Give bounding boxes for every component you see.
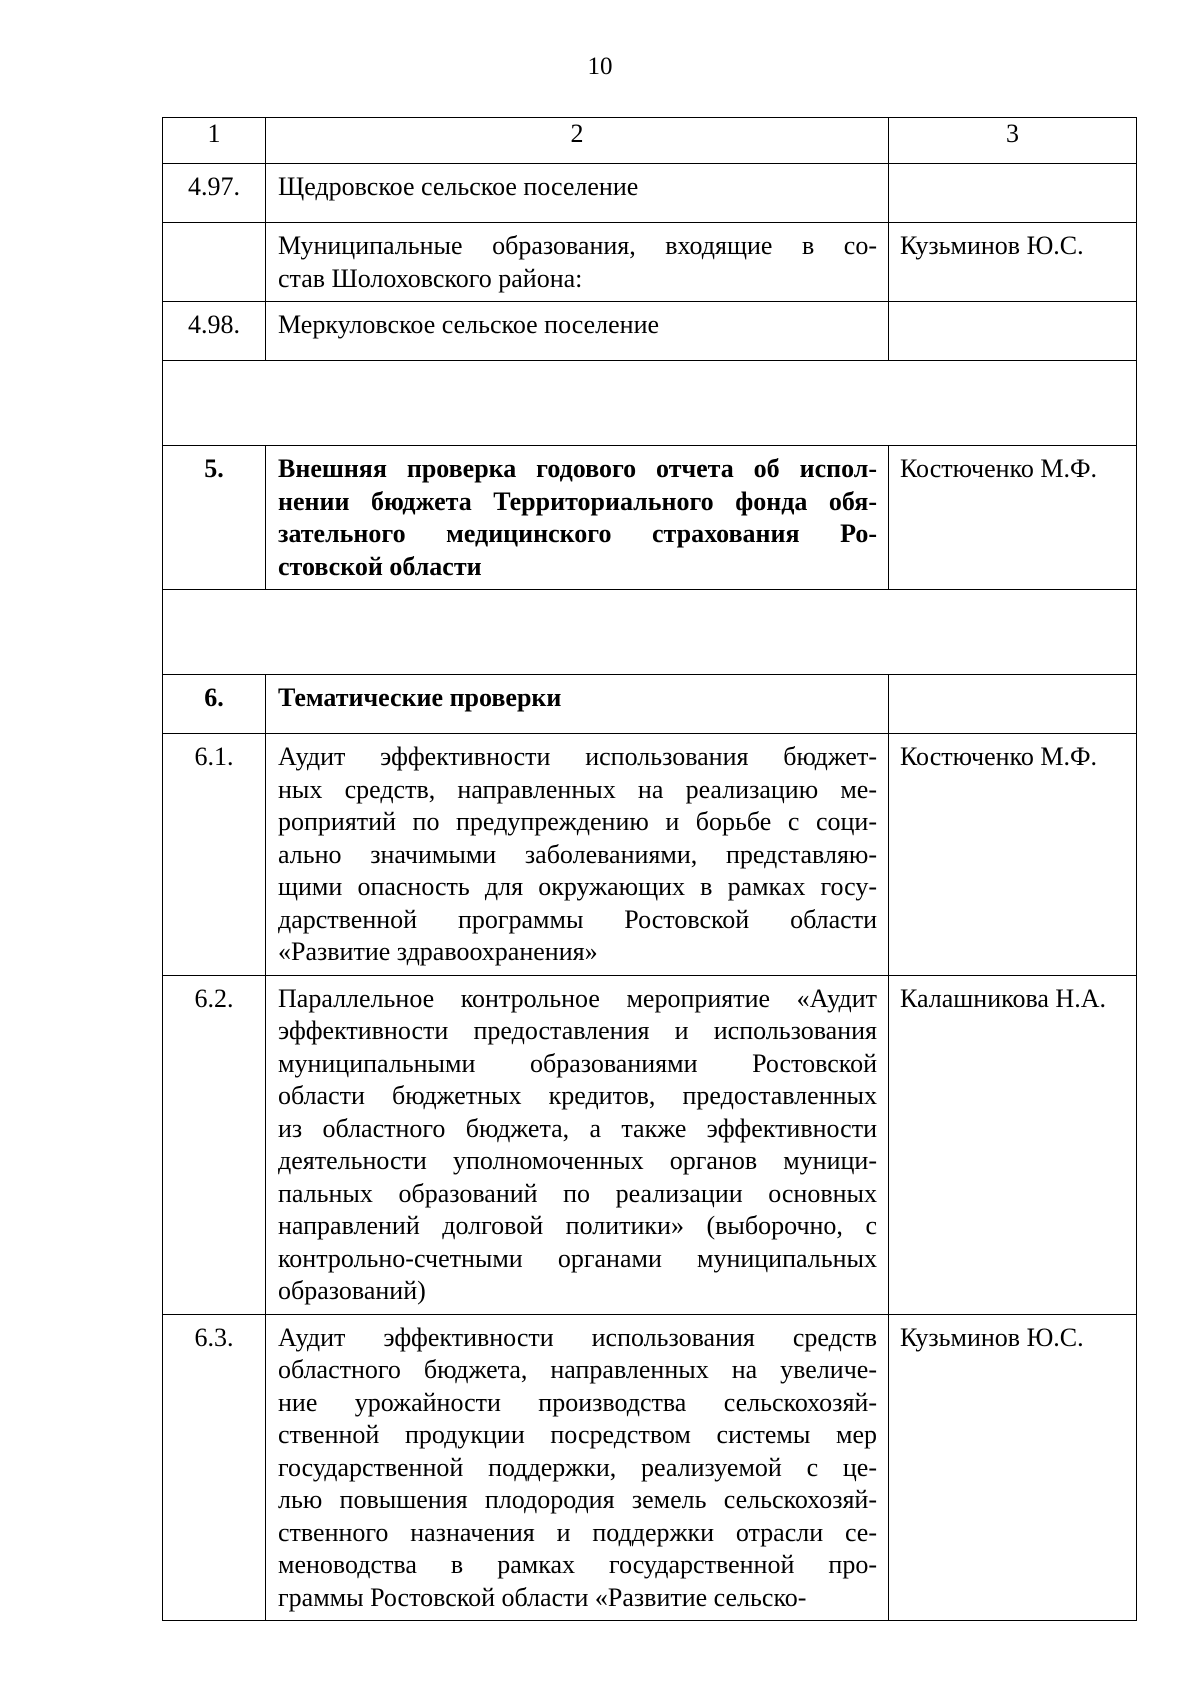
table-row bbox=[163, 675, 1137, 734]
description-line: контрольно-счетными органами муниципальных bbox=[278, 1243, 877, 1273]
description-line: лью повышения плодородия земель сельскохозяй- bbox=[278, 1485, 877, 1514]
description-line: области бюджетных кредитов, предоставленных bbox=[278, 1081, 877, 1110]
column-header-1: 1 bbox=[163, 118, 266, 164]
description-line: ных средств, направленных на реализацию ме- bbox=[278, 774, 877, 804]
table-row bbox=[163, 223, 1137, 302]
description-line: Внешняя проверка годового отчета об испол- bbox=[278, 454, 877, 483]
description-line: нении бюджета Территориального фонда обя- bbox=[278, 486, 877, 516]
row-responsible: Кузьминов Ю.С. bbox=[889, 223, 1137, 302]
description-line: эффективности предоставления и использования bbox=[278, 1016, 877, 1045]
description-line: зательного медицинского страхования Ро- bbox=[278, 519, 877, 548]
row-number: 4.97. bbox=[163, 164, 266, 223]
description-line: государственной поддержки, реализуемой с це- bbox=[278, 1452, 877, 1482]
table-row bbox=[163, 1314, 1137, 1621]
row-number: 6. bbox=[163, 675, 266, 734]
row-description bbox=[266, 446, 889, 590]
description-line: Аудит эффективности использования средств bbox=[278, 1322, 877, 1352]
row-responsible bbox=[889, 302, 1137, 361]
description-line: направлений долговой политики» (выборочно, с bbox=[278, 1211, 877, 1240]
empty-row bbox=[163, 590, 1137, 675]
description-line: ние урожайности производства сельскохозяй- bbox=[278, 1387, 877, 1417]
row-number: 6.3. bbox=[163, 1314, 266, 1621]
empty-cell bbox=[163, 590, 1137, 675]
description-line: Щедровское сельское поселение bbox=[278, 172, 639, 201]
row-responsible: Кузьминов Ю.С. bbox=[889, 1314, 1137, 1621]
description-line: Муниципальные образования, входящие в со- bbox=[278, 231, 877, 260]
description-line: ственного назначения и поддержки отрасли се- bbox=[278, 1517, 877, 1547]
page-number: 10 bbox=[587, 53, 613, 80]
description-line: «Развитие здравоохранения» bbox=[278, 937, 598, 966]
description-line: дарственной программы Ростовской области bbox=[278, 904, 877, 934]
row-description bbox=[266, 223, 889, 302]
column-header-3: 3 bbox=[889, 118, 1137, 164]
table-row bbox=[163, 164, 1137, 223]
description-line: стовской области bbox=[278, 551, 482, 581]
table-row bbox=[163, 975, 1137, 1314]
description-line: из областного бюджета, а также эффективности bbox=[278, 1113, 877, 1143]
description-line: меноводства в рамках государственной про- bbox=[278, 1550, 877, 1579]
empty-cell bbox=[163, 361, 1137, 446]
description-line: Тематические проверки bbox=[278, 683, 562, 712]
row-description bbox=[266, 302, 889, 361]
row-description bbox=[266, 164, 889, 223]
row-responsible: Костюченко М.Ф. bbox=[889, 734, 1137, 976]
description-line: пальных образований по реализации основных bbox=[278, 1178, 877, 1208]
description-line: муниципальными образованиями Ростовской bbox=[278, 1048, 877, 1078]
row-description bbox=[266, 675, 889, 734]
table-header-row bbox=[163, 118, 1137, 164]
description-line: образований) bbox=[278, 1276, 426, 1305]
description-line: Аудит эффективности использования бюджет- bbox=[278, 742, 877, 771]
empty-row bbox=[163, 361, 1137, 446]
table-row bbox=[163, 446, 1137, 590]
table-row bbox=[163, 734, 1137, 976]
row-description bbox=[266, 734, 889, 976]
table-row bbox=[163, 302, 1137, 361]
column-header-2: 2 bbox=[266, 118, 889, 164]
row-number: 6.1. bbox=[163, 734, 266, 976]
description-line: ственной продукции посредством системы мер bbox=[278, 1420, 877, 1449]
row-description bbox=[266, 1314, 889, 1621]
description-line: граммы Ростовской области «Развитие сельско- bbox=[278, 1582, 807, 1612]
row-responsible bbox=[889, 164, 1137, 223]
row-responsible bbox=[889, 675, 1137, 734]
row-number bbox=[163, 223, 266, 302]
plan-table bbox=[162, 117, 1137, 1621]
description-line: Параллельное контрольное мероприятие «Аудит bbox=[278, 983, 877, 1013]
row-number: 6.2. bbox=[163, 975, 266, 1314]
row-number: 5. bbox=[163, 446, 266, 590]
row-number: 4.98. bbox=[163, 302, 266, 361]
description-line: ально значимыми заболеваниями, представляю- bbox=[278, 839, 877, 869]
description-line: областного бюджета, направленных на увеличе- bbox=[278, 1355, 877, 1384]
description-line: щими опасность для окружающих в рамках госу- bbox=[278, 872, 877, 901]
description-line: став Шолоховского района: bbox=[278, 263, 583, 293]
row-responsible: Калашникова Н.А. bbox=[889, 975, 1137, 1314]
row-responsible: Костюченко М.Ф. bbox=[889, 446, 1137, 590]
row-description bbox=[266, 975, 889, 1314]
description-line: Меркуловское сельское поселение bbox=[278, 310, 660, 339]
description-line: деятельности уполномоченных органов муници- bbox=[278, 1146, 877, 1175]
description-line: роприятий по предупреждению и борьбе с соци- bbox=[278, 807, 877, 836]
